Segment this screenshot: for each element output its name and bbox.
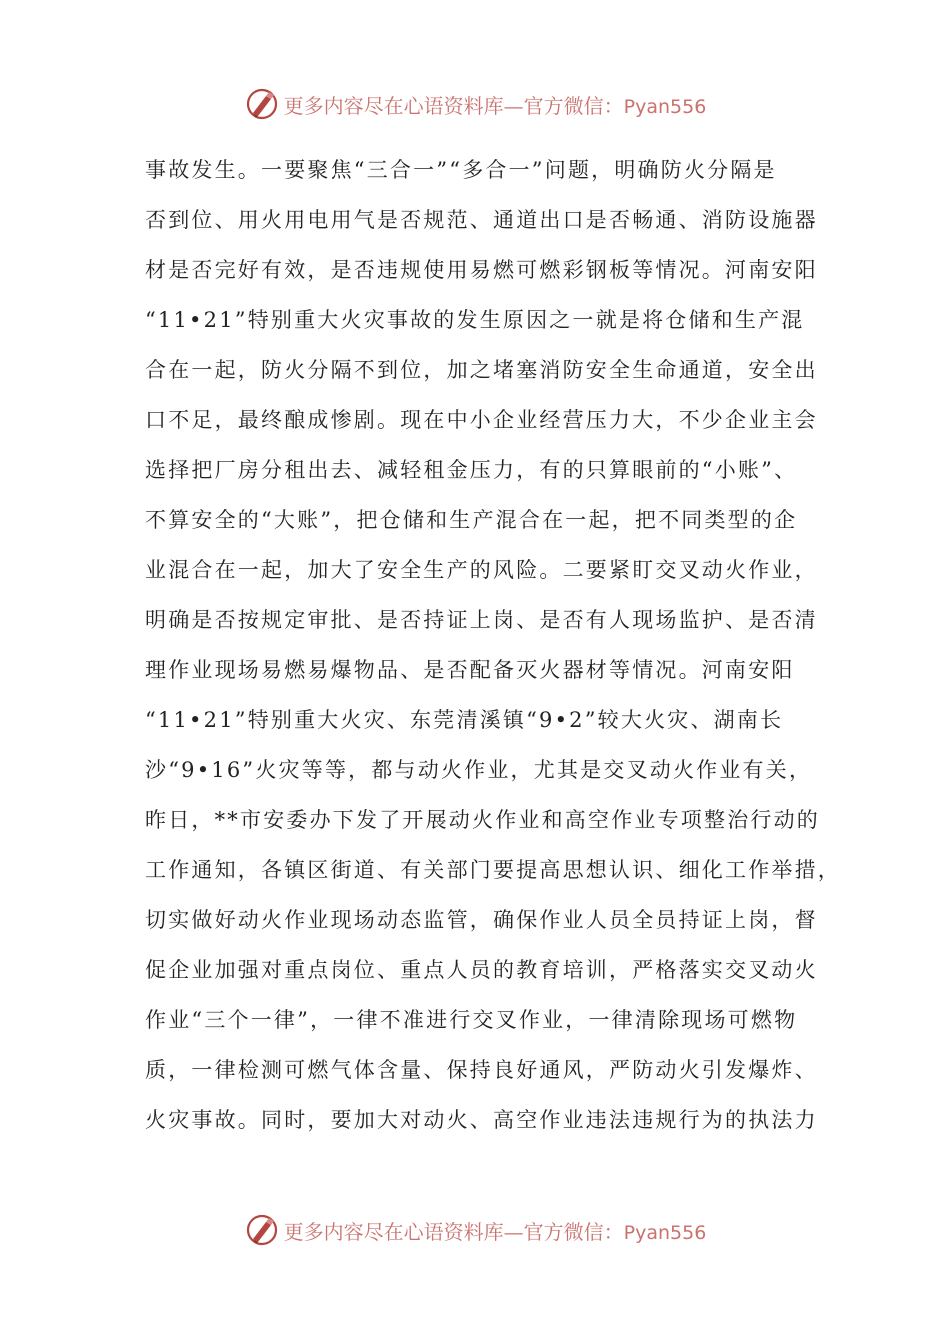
footer-text — [284, 1216, 707, 1245]
header-separator: — — [503, 93, 524, 118]
body-line: 业混合在一起，加大了安全生产的风险。二要紧盯交叉动火作业， — [145, 558, 818, 582]
pen-nib-icon — [244, 1212, 280, 1248]
body-line: 作业“三个一律”，一律不准进行交叉作业，一律清除现场可燃物 — [145, 1008, 798, 1032]
body-line: 合在一起，防火分隔不到位，加之堵塞消防安全生命通道，安全出 — [145, 358, 818, 382]
header-site-text: 更多内容尽在心语资料库 — [283, 93, 504, 118]
footer-wechat-label: 官方微信： — [523, 1219, 624, 1244]
body-line: 口不足，最终酿成惨剧。现在中小企业经营压力大，不少企业主会 — [145, 408, 818, 432]
pen-nib-icon — [244, 86, 280, 122]
footer-wechat-id: Pyan556 — [623, 1221, 707, 1244]
body-line: 事故发生。一要聚焦“三合一”“多合一”问题，明确防火分隔是 — [145, 158, 777, 182]
body-line: 材是否完好有效，是否违规使用易燃可燃彩钢板等情况。河南安阳 — [145, 258, 818, 282]
body-line: “11•21”特别重大火灾事故的发生原因之一就是将仓储和生产混 — [145, 308, 805, 332]
footer-site-text: 更多内容尽在心语资料库 — [283, 1219, 504, 1244]
body-line: 工作通知，各镇区街道、有关部门要提高思想认识、细化工作举措， — [145, 858, 841, 882]
document-body — [145, 148, 841, 1148]
header-wechat-id: Pyan556 — [623, 95, 707, 118]
body-line: 否到位、用火用电用气是否规范、通道出口是否畅通、消防设施器 — [145, 208, 818, 232]
body-line: 选择把厂房分租出去、减轻租金压力，有的只算眼前的“小账”、 — [145, 458, 798, 482]
footer-banner — [0, 1210, 950, 1250]
body-line: 切实做好动火作业现场动态监管，确保作业人员全员持证上岗，督 — [145, 908, 818, 932]
body-line: 沙“9•16”火灾等等，都与动火作业，尤其是交叉动火作业有关， — [145, 758, 813, 782]
footer-separator: — — [503, 1219, 524, 1244]
body-line: 昨日，**市安委办下发了开展动火作业和高空作业专项整治行动的 — [145, 808, 820, 832]
body-line: 不算安全的“大账”，把仓储和生产混合在一起，把不同类型的企 — [145, 508, 798, 532]
body-line: 质，一律检测可燃气体含量、保持良好通风，严防动火引发爆炸、 — [145, 1058, 818, 1082]
body-line: 理作业现场易燃易爆物品、是否配备灭火器材等情况。河南安阳 — [145, 658, 795, 682]
header-banner — [0, 84, 950, 124]
body-line: “11•21”特别重大火灾、东莞清溪镇“9•2”较大火灾、湖南长 — [145, 708, 784, 732]
header-text — [284, 90, 707, 119]
body-line: 促企业加强对重点岗位、重点人员的教育培训，严格落实交叉动火 — [145, 958, 818, 982]
body-line: 明确是否按规定审批、是否持证上岗、是否有人现场监护、是否清 — [145, 608, 818, 632]
body-line: 火灾事故。同时，要加大对动火、高空作业违法违规行为的执法力 — [145, 1108, 818, 1132]
header-wechat-label: 官方微信： — [523, 93, 624, 118]
